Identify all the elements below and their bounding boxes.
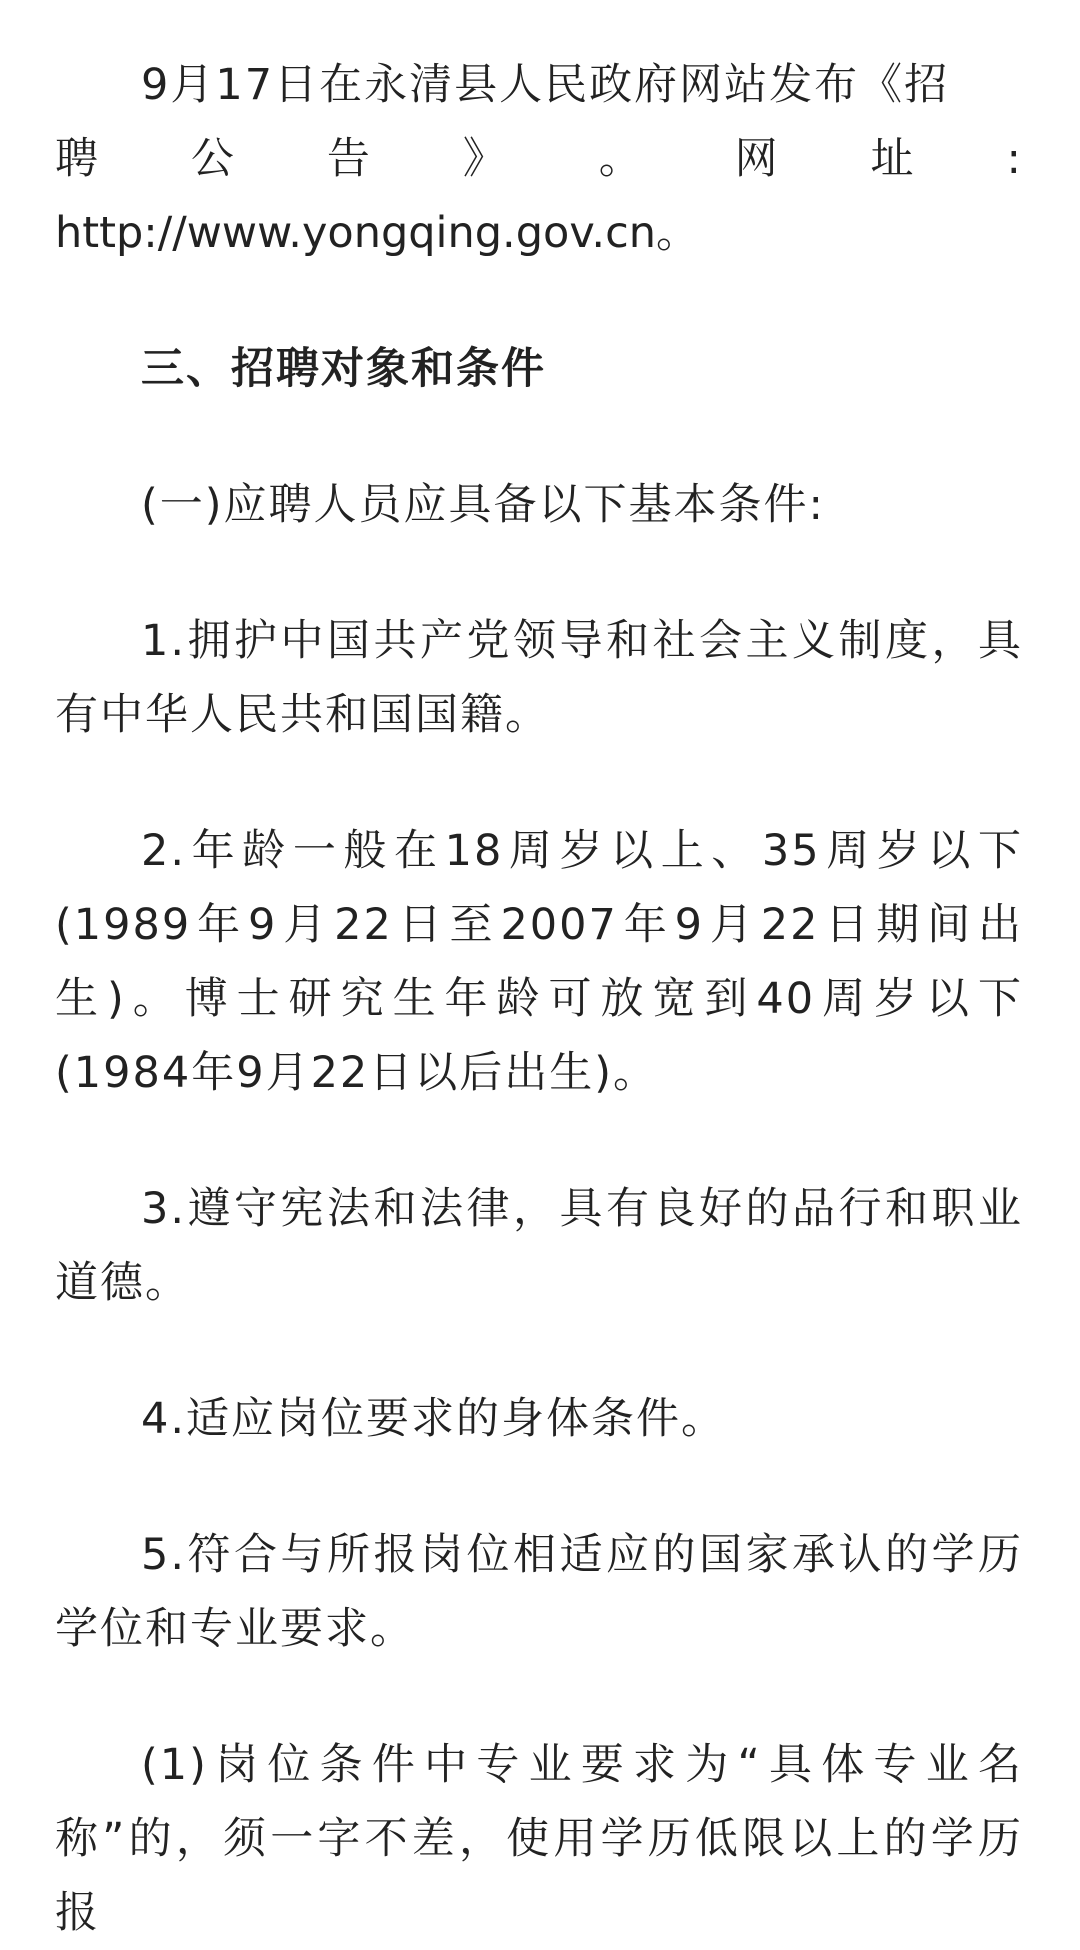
intro-line-1: 9月17日在永清县人民政府网站发布《招 [141, 60, 950, 110]
intro-char: 告 [326, 134, 372, 184]
intro-char: 。 [598, 134, 644, 184]
condition-sub-item-1: (1)岗位条件中专业要求为“具体专业名称”的，须一字不差，使用学历低限以上的学历报 [55, 1740, 1023, 1938]
intro-char: 址 [870, 134, 916, 184]
website-url: http://www.yongqing.gov.cn。 [55, 208, 699, 258]
condition-item-5: 5.符合与所报岗位相适应的国家承认的学历学位和专业要求。 [55, 1530, 1023, 1654]
condition-item-4: 4.适应岗位要求的身体条件。 [141, 1394, 727, 1444]
intro-char: : [1006, 134, 1023, 184]
subsection-heading: (一)应聘人员应具备以下基本条件: [141, 480, 826, 530]
condition-item-3: 3.遵守宪法和法律，具有良好的品行和职业道德。 [55, 1184, 1023, 1308]
intro-char: 》 [462, 134, 508, 184]
article-body [55, 0, 1023, 1950]
condition-item-1: 1.拥护中国共产党领导和社会主义制度，具有中华人民共和国国籍。 [55, 616, 1023, 740]
intro-char: 网 [734, 134, 780, 184]
intro-char: 公 [190, 134, 236, 184]
intro-paragraph [55, 0, 1023, 270]
intro-char: 聘 [55, 134, 100, 184]
intro-line-2 [55, 122, 1023, 196]
condition-item-2: 2.年龄一般在18周岁以上、35周岁以下(1989年9月22日至2007年9月22日期间出生)。博士研究生年龄可放宽到40周岁以下(1984年9月22日以后出生)。 [55, 826, 1023, 1098]
section-heading: 三、招聘对象和条件 [141, 344, 546, 394]
